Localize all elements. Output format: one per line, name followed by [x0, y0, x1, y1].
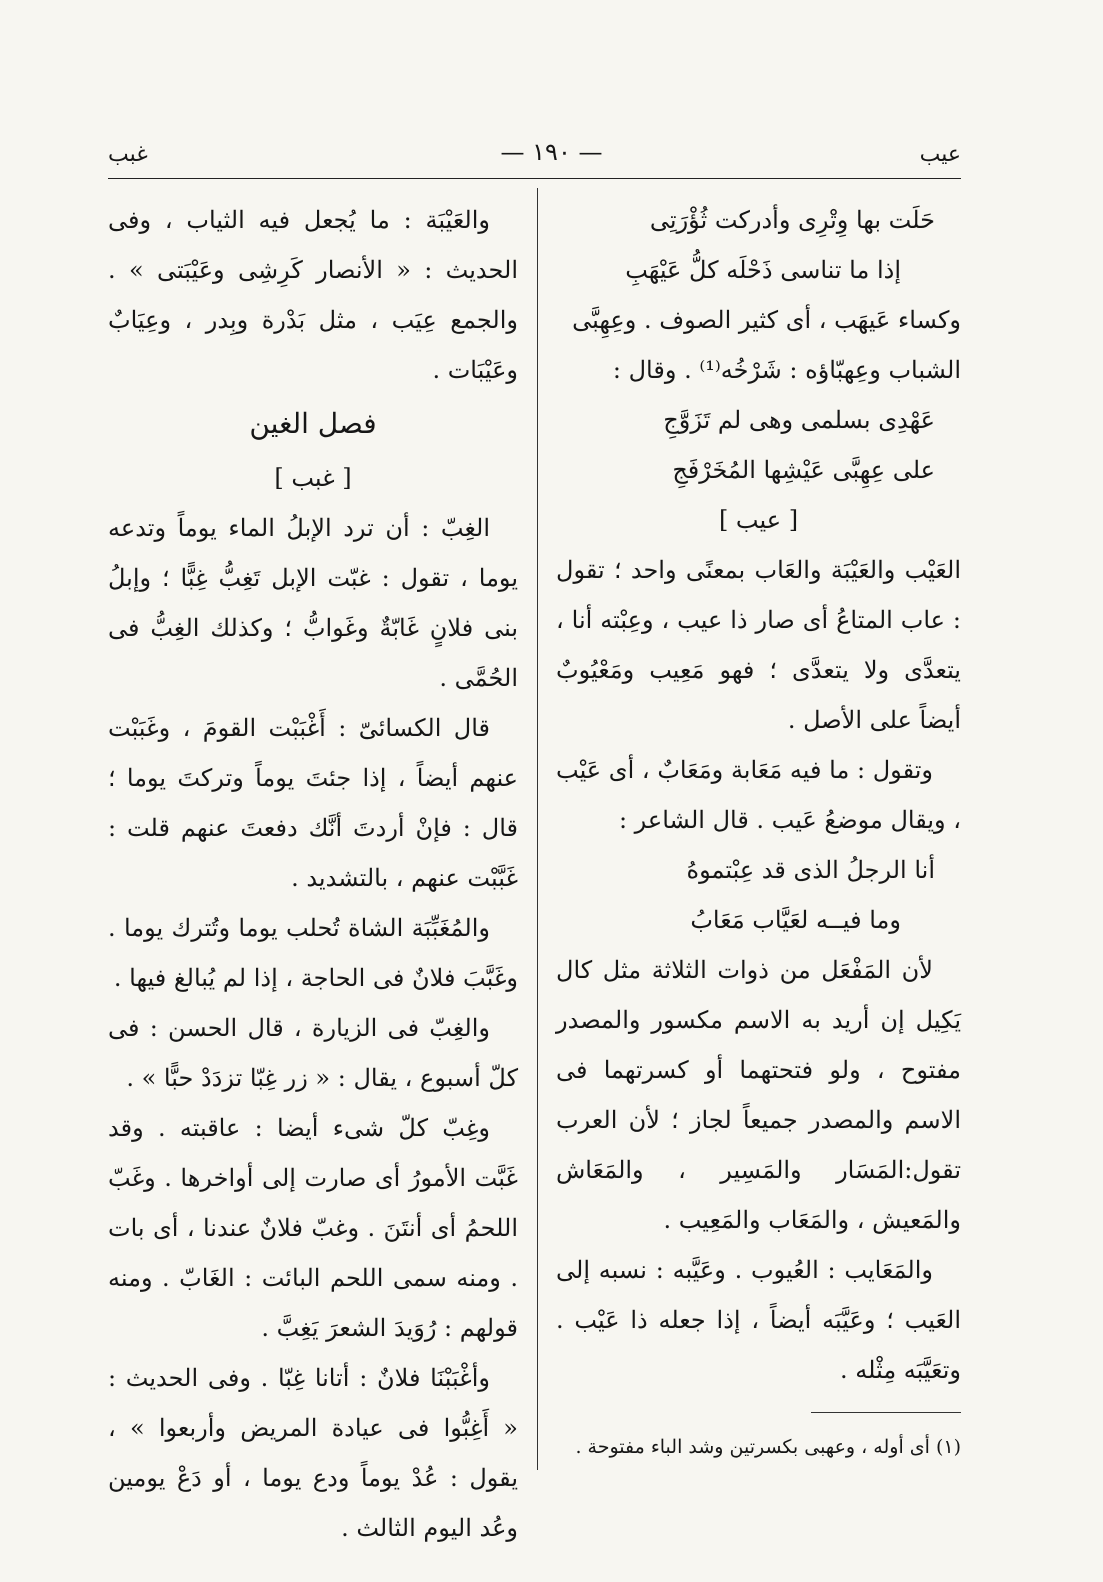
column-divider — [537, 188, 538, 1470]
section-title: فصل الغين — [249, 407, 377, 440]
entry-heading: [ عيب ] — [718, 506, 799, 534]
verse-line: وما فيــه لعَيَّاب مَعَابُ — [690, 906, 901, 934]
verse-line: عَهْدِى بسلمى وهى لم تَزَوَّجِ — [663, 406, 935, 434]
paragraph: العَيْب والعَيْبَة والعَاب بمعنًى واحد ؛ تقول : عاب المتاعُ أى صار ذا عيب ، وعِبْته أنا ، يتعدَّى ولا يتعدَّى ؛ فهو مَعِيب ومَعْيُوبٌ أيضاً على الأصل . — [556, 556, 961, 734]
paragraph: والمُغَبِّبَة الشاة تُحلب يوما وتُترك يوما . وغَبَّبَ فلانٌ فى الحاجة ، إذا لم يُبالغ فيها . — [108, 914, 518, 992]
header-rule — [108, 178, 961, 179]
paragraph: والغِبّ فى الزيارة ، قال الحسن : فى كلّ أسبوع ، يقال : « زر غِبّا تزدَدْ حبًّا » . — [108, 1014, 518, 1092]
verse-line: إذا ما تناسى ذَحْلَه كلُّ عَيْهَبِ — [625, 256, 901, 284]
paragraph: وأغْبَبْنَا فلانٌ : أتانا غِبّا . وفى الحديث : « أَغِبُّوا فى عيادة المريض وأربعوا » ، يقول : عُدْ يوماً ودع يوما ، أو دَعْ يومين وعُد اليوم الثالث . — [108, 1364, 518, 1542]
verse-line: حَلَت بها وِتْرِى وأدركت ثُؤْرَتِى — [649, 206, 935, 234]
verse-line: أنا الرجلُ الذى قد عِبْتموهُ — [686, 856, 935, 884]
running-head-right: عيب — [919, 142, 961, 167]
paragraph-line: وكساء عَيهَب ، أى كثير الصوف . وعِهِبَّى — [572, 306, 961, 334]
paragraph: لأن المَفْعَل من ذوات الثلاثة مثل كال يَكِيل إن أريد به الاسم مكسور والمصدر مفتوح ، ولو فتحتهما أو كسرتهما فى الاسم والمصدر جميعاً لجاز ؛ لأن العرب تقول:المَسَار والمَسِير ، والمَعَاش والمَعيش ، والمَعَاب والمَعِيب . — [556, 956, 961, 1234]
footnote-rule — [811, 1412, 961, 1413]
paragraph: قال الكسائىّ : أَغْبَبْت القومَ ، وغَبَبْت عنهم أيضاً ، إذا جئتَ يوماً وتركتَ يوما ؛ قال : فإنْ أردتَ أنَّك دفعتَ عنهم قلت : غَبَّبْت عنهم ، بالتشديد . — [108, 714, 518, 892]
paragraph: وغِبّ كلّ شىء أيضا : عاقبته . وقد غَبَّت الأمورُ أى صارت إلى أواخرها . وغَبّ اللحمُ أى أنتَنَ . وغبّ فلانٌ عندنا ، أى بات . ومنه سمى اللحم البائت : الغَابّ . ومنه قولهم : رُوَيدَ الشعرَ يَغِبَّ . — [108, 1114, 518, 1342]
verse-line: على عِهِبَّى عَيْشِها المُخَرْفَجِ — [672, 456, 935, 484]
paragraph-line: الشباب وعِهبّاؤه : شَرْخُه⁽¹⁾ . وقال : — [612, 356, 961, 384]
paragraph: الغِبّ : أن ترد الإبلُ الماء يوماً وتدعه يوما ، تقول : غبّت الإبل تَغِبُّ غِبًّا ؛ وإبلُ بنى فلانٍ غَابّةٌ وغَوابُّ ؛ وكذلك الغِبُّ فى الحُمَّى . — [108, 514, 518, 692]
paragraph: والعَيْبَة : ما يُجعل فيه الثياب ، وفى الحديث : « الأنصار كَرِشِى وعَيْبَتى » . والجمع عِيَب ، مثل بَدْرة وبِدر ، وعِيَابٌ وعَيْبَات . — [108, 206, 518, 384]
paragraph: والمَعَايب : العُيوب . وعَيَّبه : نسبه إلى العَيب ؛ وعَيَّبَه أيضاً ، إذا جعله ذا عَيْب . وتعَيَّبَه مِثْله . — [556, 1256, 961, 1384]
entry-heading: [ غبب ] — [274, 464, 352, 492]
right-column — [556, 195, 961, 1395]
paragraph: وتقول : ما فيه مَعَابة ومَعَابٌ ، أى عَيْب ، ويقال موضعُ عَيب . قال الشاعر : — [556, 756, 961, 834]
left-column — [108, 195, 518, 1553]
running-head-left: غبب — [108, 142, 148, 167]
footnote: (١) أى أوله ، وعهبى بكسرتين وشد الباء مفتوحة . — [575, 1436, 961, 1458]
page-number: — ١٩٠ — — [500, 138, 603, 166]
